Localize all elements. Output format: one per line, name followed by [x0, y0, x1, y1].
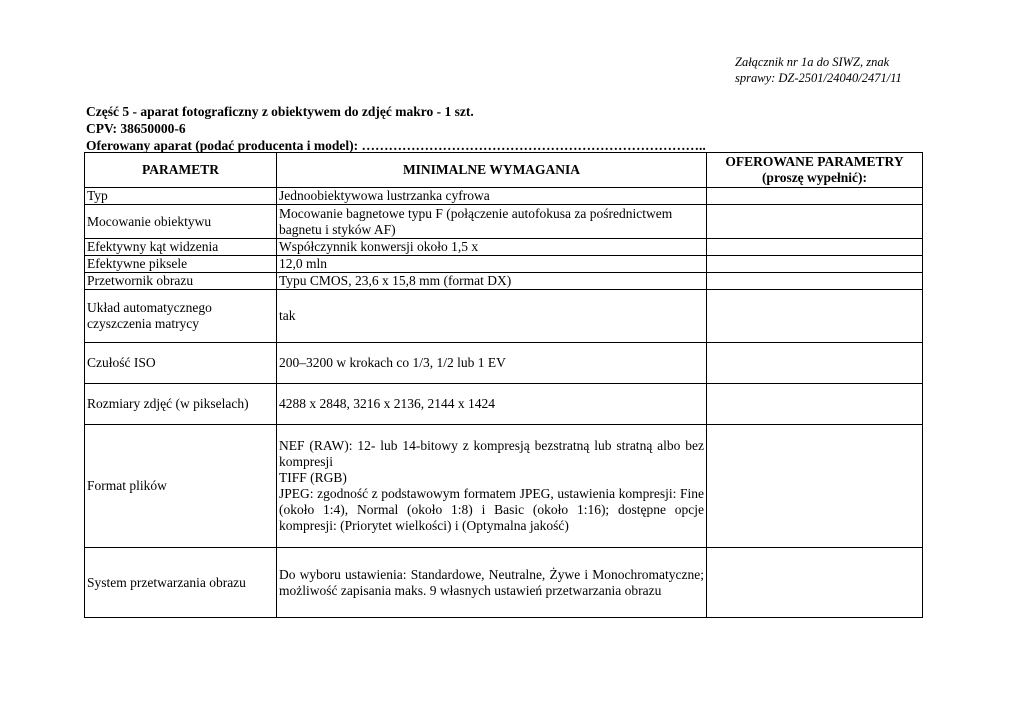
requirement-cell	[277, 425, 707, 548]
header-offered-line-1: OFEROWANE PARAMETRY	[725, 154, 904, 169]
heading-offered-camera: Oferowany aparat (podać producenta i model): …………………………………………………………………..	[86, 138, 706, 153]
param-cell: Format plików	[85, 425, 277, 548]
requirement-line: TIFF (RGB)	[279, 470, 347, 485]
offered-input-cell[interactable]	[707, 205, 923, 239]
table-row	[85, 548, 923, 618]
table-row	[85, 384, 923, 425]
param-cell: Czułość ISO	[85, 343, 277, 384]
requirement-line: bagnetu i styków AF)	[279, 221, 396, 237]
requirement-line: NEF (RAW): 12- lub 14-bitowy z kompresją bezstratną lub stratną albo bez kompresji	[279, 438, 704, 469]
requirement-cell: tak	[277, 290, 707, 343]
annex-line-1: Załącznik nr 1a do SIWZ, znak	[735, 55, 890, 69]
offered-input-cell[interactable]	[707, 343, 923, 384]
param-line: Układ automatycznego	[87, 300, 212, 315]
param-cell: System przetwarzania obrazu	[85, 548, 277, 618]
requirement-cell: 200–3200 w krokach co 1/3, 1/2 lub 1 EV	[277, 343, 707, 384]
param-cell: Przetwornik obrazu	[85, 273, 277, 290]
table-row	[85, 343, 923, 384]
offered-input-cell[interactable]	[707, 548, 923, 618]
specification-table	[84, 152, 923, 618]
header-offered-line-2: (proszę wypełnić):	[761, 170, 868, 185]
requirement-cell: 12,0 mln	[277, 256, 707, 273]
offered-input-cell[interactable]	[707, 273, 923, 290]
requirement-cell	[277, 205, 707, 239]
section-heading	[86, 103, 706, 154]
requirement-cell: Typu CMOS, 23,6 x 15,8 mm (format DX)	[277, 273, 707, 290]
offered-input-cell[interactable]	[707, 188, 923, 205]
requirement-cell: Współczynnik konwersji około 1,5 x	[277, 239, 707, 256]
table-row	[85, 256, 923, 273]
param-cell: Rozmiary zdjęć (w pikselach)	[85, 384, 277, 425]
table-row	[85, 188, 923, 205]
table-row	[85, 425, 923, 548]
header-parameter: PARAMETR	[85, 153, 277, 188]
heading-part-title: Część 5 - aparat fotograficzny z obiektywem do zdjęć makro - 1 szt.	[86, 104, 474, 119]
header-offered-parameters	[707, 153, 923, 188]
annex-reference	[735, 54, 902, 86]
table-row	[85, 273, 923, 290]
requirement-cell: Jednoobiektywowa lustrzanka cyfrowa	[277, 188, 707, 205]
param-cell: Efektywny kąt widzenia	[85, 239, 277, 256]
param-cell: Mocowanie obiektywu	[85, 205, 277, 239]
heading-cpv: CPV: 38650000-6	[86, 121, 186, 136]
requirement-cell: 4288 x 2848, 3216 x 2136, 2144 x 1424	[277, 384, 707, 425]
requirement-line: Mocowanie bagnetowe typu F (połączenie autofokusa za pośrednictwem	[279, 205, 673, 221]
requirement-line: JPEG: zgodność z podstawowym formatem JPEG, ustawienia kompresji: Fine (około 1:4), Normal (około 1:8) i Basic (około 1:16); dostępne opcje kompresji: (Priorytet wielkości) i (Optymalna jakość)	[279, 486, 704, 533]
annex-line-2: sprawy: DZ-2501/24040/2471/11	[735, 71, 902, 85]
param-cell: Efektywne piksele	[85, 256, 277, 273]
table-header-row	[85, 153, 923, 188]
param-cell	[85, 290, 277, 343]
table-row	[85, 290, 923, 343]
offered-input-cell[interactable]	[707, 384, 923, 425]
table-row	[85, 205, 923, 239]
requirement-cell: Do wyboru ustawienia: Standardowe, Neutralne, Żywe i Monochromatyczne; możliwość zapisania maks. 9 własnych ustawień przetwarzania obrazu	[277, 548, 707, 618]
offered-input-cell[interactable]	[707, 425, 923, 548]
offered-input-cell[interactable]	[707, 239, 923, 256]
offered-input-cell[interactable]	[707, 290, 923, 343]
offered-input-cell[interactable]	[707, 256, 923, 273]
header-minimum-requirements: MINIMALNE WYMAGANIA	[277, 153, 707, 188]
table-row	[85, 239, 923, 256]
param-cell: Typ	[85, 188, 277, 205]
param-line: czyszczenia matrycy	[87, 316, 200, 331]
